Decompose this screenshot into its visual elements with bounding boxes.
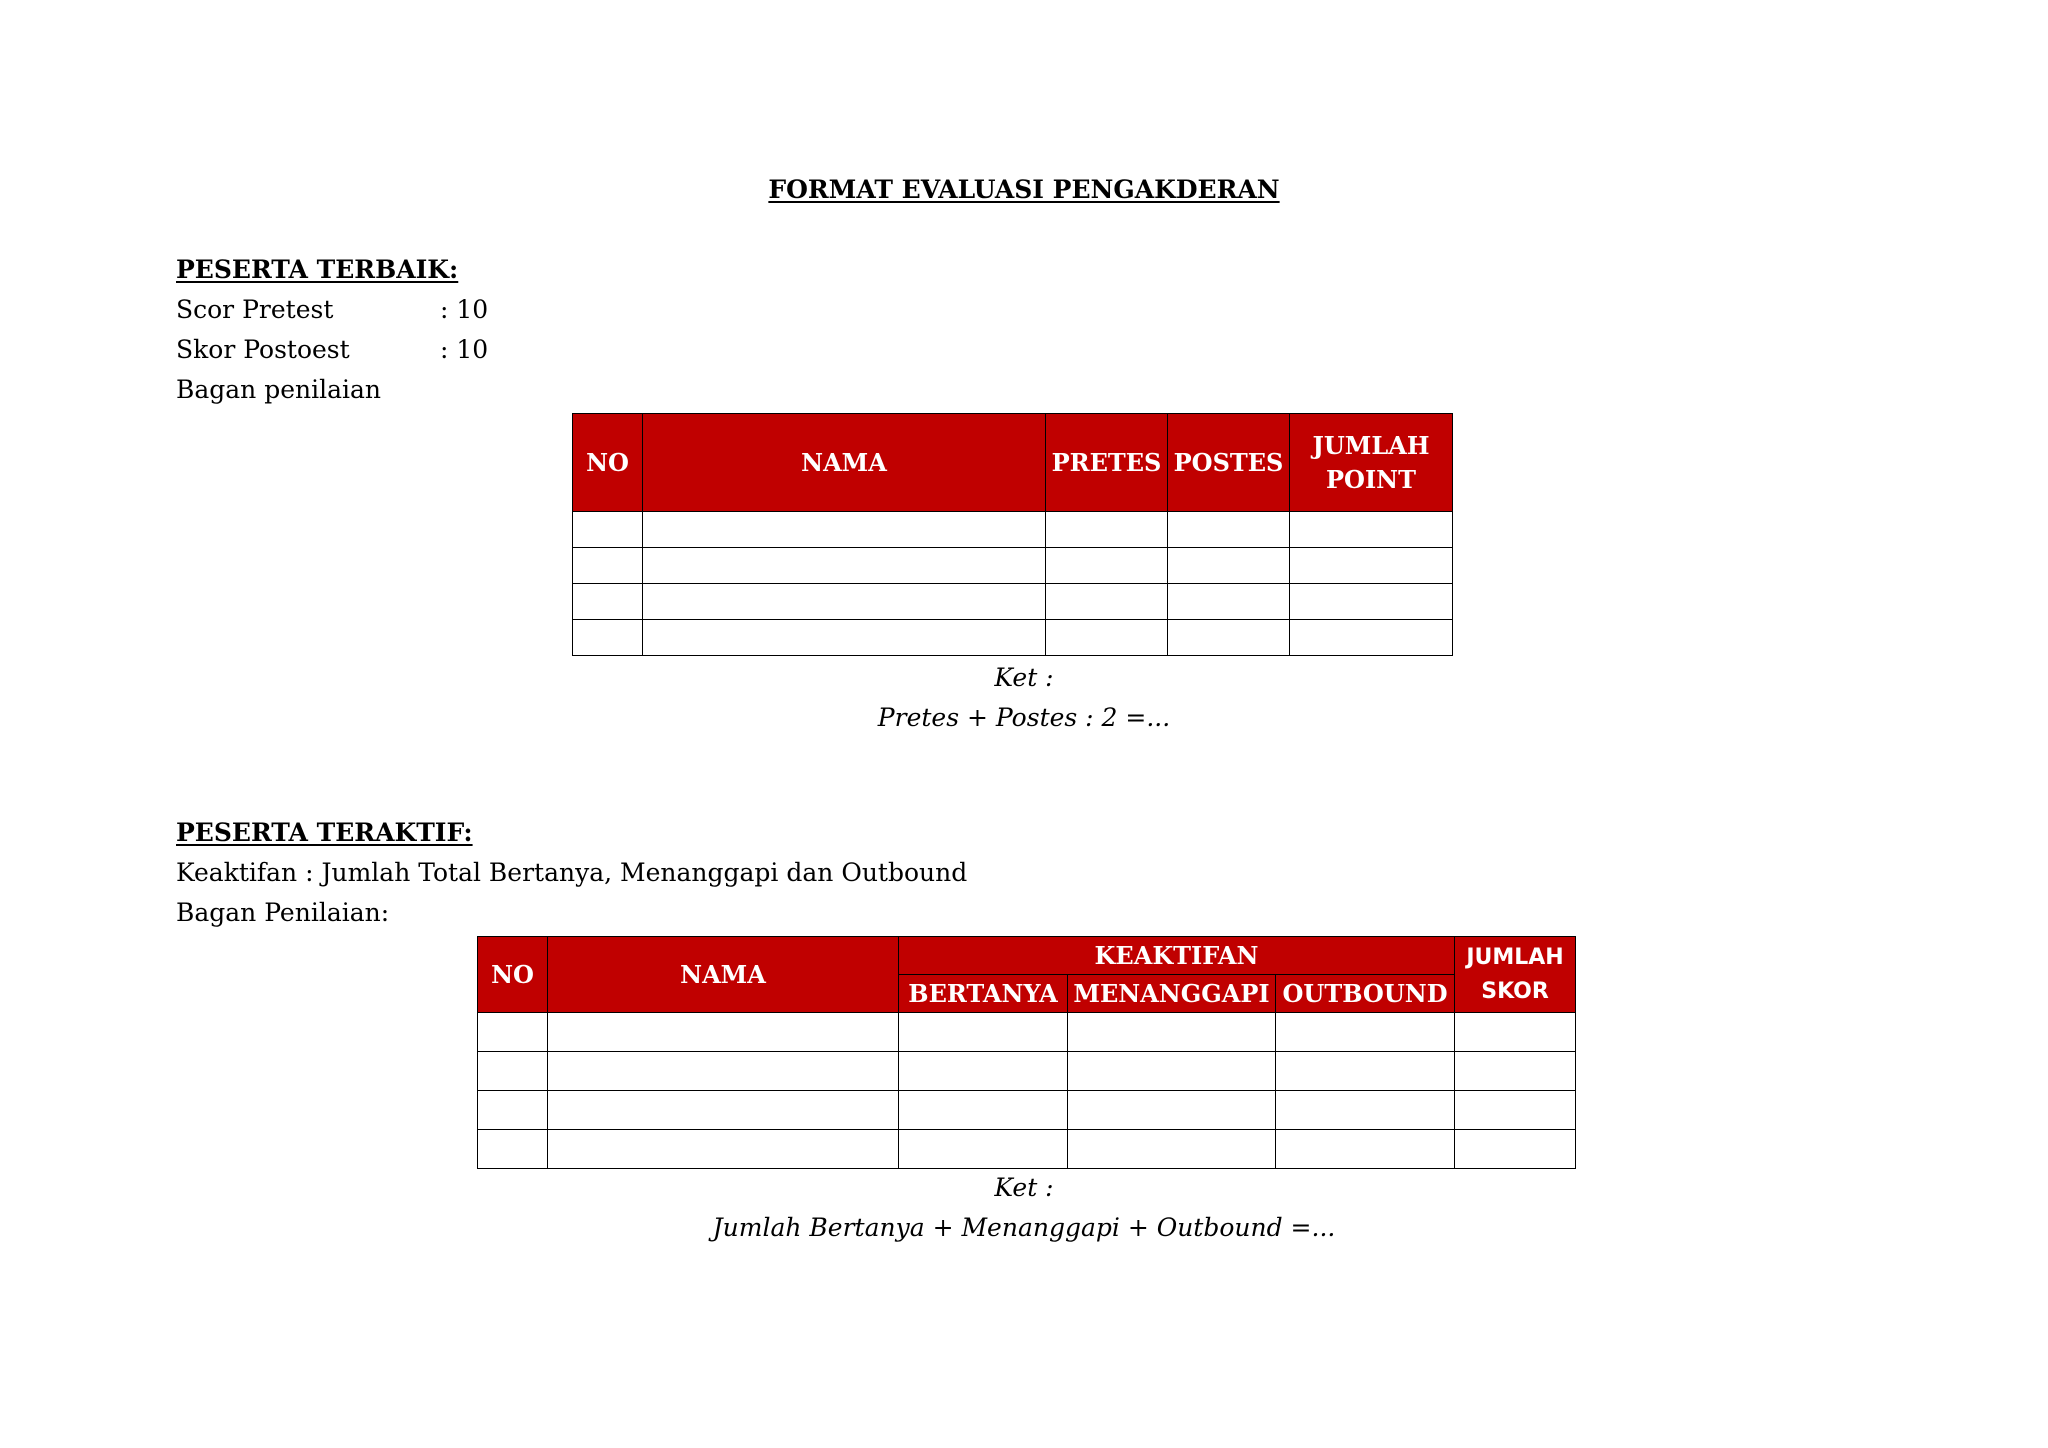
ket-formula-teraktif: Jumlah Bertanya + Menanggapi + Outbound =... — [712, 1213, 1336, 1242]
page-title: FORMAT EVALUASI PENGAKDERAN — [768, 175, 1280, 204]
table-cell[interactable] — [1046, 548, 1168, 584]
header-keaktifan: KEAKTIFAN — [899, 937, 1455, 975]
header-jumlah-line1: JUMLAH — [1466, 944, 1564, 970]
table-cell[interactable] — [643, 584, 1046, 620]
table-cell[interactable] — [1168, 548, 1290, 584]
table-cell[interactable] — [643, 512, 1046, 548]
header-nama: NAMA — [548, 937, 899, 1013]
header-jumlah-skor — [1455, 937, 1576, 1013]
header-jumlah-point — [1290, 414, 1453, 512]
table-cell[interactable] — [478, 1091, 548, 1130]
header-outbound: OUTBOUND — [1276, 975, 1455, 1013]
pretest-label: Scor Pretest — [176, 295, 334, 324]
header-no: NO — [573, 414, 643, 512]
table-cell[interactable] — [1168, 584, 1290, 620]
header-bertanya: BERTANYA — [899, 975, 1068, 1013]
teraktif-table — [477, 936, 1576, 1169]
header-jumlah-line2: POINT — [1326, 464, 1416, 494]
table-cell[interactable] — [1068, 1130, 1276, 1169]
table-cell[interactable] — [1455, 1013, 1576, 1052]
table-row — [573, 548, 1453, 584]
bagan-penilaian-label: Bagan penilaian — [176, 375, 382, 404]
table-cell[interactable] — [1046, 620, 1168, 656]
postest-label: Skor Postoest — [176, 335, 350, 364]
table-cell[interactable] — [1068, 1052, 1276, 1091]
table-cell[interactable] — [899, 1052, 1068, 1091]
table-row — [478, 1052, 1576, 1091]
table-cell[interactable] — [548, 1130, 899, 1169]
table-cell[interactable] — [1046, 512, 1168, 548]
ket-formula-terbaik: Pretes + Postes : 2 =... — [877, 703, 1171, 732]
table-cell[interactable] — [478, 1052, 548, 1091]
table-row — [478, 1013, 1576, 1052]
table-cell[interactable] — [1276, 1091, 1455, 1130]
table-cell[interactable] — [1046, 584, 1168, 620]
section-heading-terbaik: PESERTA TERBAIK: — [176, 255, 459, 284]
table-cell[interactable] — [1168, 620, 1290, 656]
table-cell[interactable] — [899, 1013, 1068, 1052]
table-row — [478, 1091, 1576, 1130]
header-nama: NAMA — [643, 414, 1046, 512]
table-cell[interactable] — [1455, 1091, 1576, 1130]
table-cell[interactable] — [643, 548, 1046, 584]
table-cell[interactable] — [899, 1091, 1068, 1130]
table-cell[interactable] — [1068, 1013, 1276, 1052]
table-cell[interactable] — [643, 620, 1046, 656]
bagan-penilaian-label-2: Bagan Penilaian: — [176, 898, 390, 927]
table-cell[interactable] — [548, 1013, 899, 1052]
table-cell[interactable] — [548, 1091, 899, 1130]
keaktifan-text: Keaktifan : Jumlah Total Bertanya, Menanggapi dan Outbound — [176, 858, 968, 887]
table-row — [573, 620, 1453, 656]
table-cell[interactable] — [1276, 1130, 1455, 1169]
table-cell[interactable] — [478, 1013, 548, 1052]
table-cell[interactable] — [573, 584, 643, 620]
ket-label-terbaik: Ket : — [994, 663, 1054, 692]
table-cell[interactable] — [478, 1130, 548, 1169]
header-pretes: PRETES — [1046, 414, 1168, 512]
ket-label-teraktif: Ket : — [994, 1173, 1054, 1202]
header-menanggapi: MENANGGAPI — [1068, 975, 1276, 1013]
terbaik-table — [572, 413, 1453, 656]
table-row — [573, 584, 1453, 620]
pretest-value: : 10 — [440, 295, 489, 324]
header-no: NO — [478, 937, 548, 1013]
table-cell[interactable] — [1290, 548, 1453, 584]
table-cell[interactable] — [573, 548, 643, 584]
postest-value: : 10 — [440, 335, 489, 364]
section-heading-teraktif: PESERTA TERAKTIF: — [176, 818, 473, 847]
header-postes: POSTES — [1168, 414, 1290, 512]
table-cell[interactable] — [1290, 512, 1453, 548]
table-cell[interactable] — [1276, 1013, 1455, 1052]
table-row — [478, 1130, 1576, 1169]
header-jumlah-line2: SKOR — [1481, 978, 1549, 1004]
header-jumlah-line1: JUMLAH — [1312, 430, 1430, 460]
table-cell[interactable] — [573, 512, 643, 548]
table-cell[interactable] — [1455, 1130, 1576, 1169]
table-row — [573, 512, 1453, 548]
table-cell[interactable] — [573, 620, 643, 656]
table-cell[interactable] — [1290, 584, 1453, 620]
table-cell[interactable] — [1068, 1091, 1276, 1130]
table-cell[interactable] — [548, 1052, 899, 1091]
table-cell[interactable] — [1168, 512, 1290, 548]
table-cell[interactable] — [1290, 620, 1453, 656]
table-cell[interactable] — [1455, 1052, 1576, 1091]
table-cell[interactable] — [1276, 1052, 1455, 1091]
table-cell[interactable] — [899, 1130, 1068, 1169]
